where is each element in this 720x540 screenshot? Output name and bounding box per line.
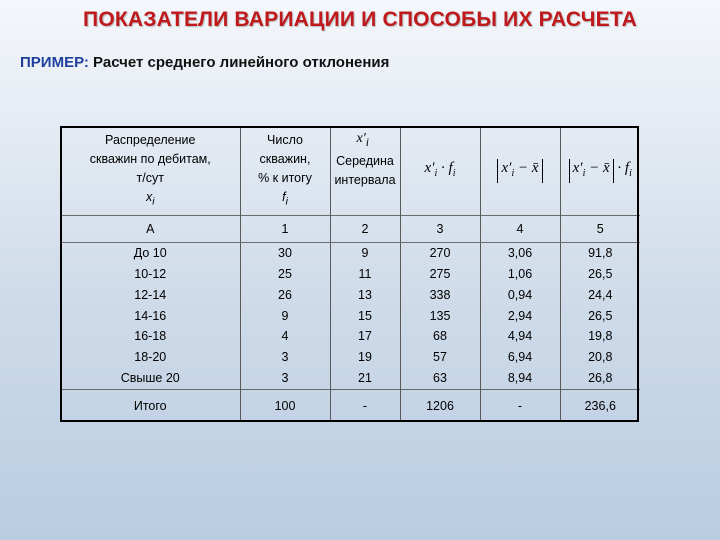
col-interval bbox=[61, 243, 240, 390]
total-value: 1206 bbox=[400, 390, 480, 423]
example-text: Расчет среднего линейного отклонения bbox=[88, 54, 390, 71]
table-cell: 10-12 bbox=[134, 267, 167, 281]
header-product bbox=[400, 127, 480, 216]
header-abs-deviation bbox=[480, 127, 560, 216]
header-count-symbol: $f_i$ bbox=[282, 189, 288, 208]
total-label: Итого bbox=[61, 390, 240, 423]
table-cell: 14-16 bbox=[134, 308, 167, 323]
table-cell: 26,5 bbox=[588, 267, 613, 281]
example-subtitle bbox=[20, 54, 389, 71]
header-distribution-symbol: $x_i$ bbox=[145, 189, 155, 208]
table-cell: 21 bbox=[358, 370, 372, 385]
header-midpoint-line2: интервала bbox=[334, 173, 396, 187]
total-value: - bbox=[330, 390, 400, 423]
table-cell: 16-18 bbox=[134, 329, 167, 344]
header-midpoint-line1: Середина bbox=[336, 154, 394, 168]
table-cell: 20,8 bbox=[588, 350, 613, 365]
formula-weighted-deviation: $x'_i$ − x̄ · $f_i$ bbox=[569, 160, 632, 176]
column-number: А bbox=[61, 216, 240, 243]
col-midpoint bbox=[330, 243, 400, 390]
total-row bbox=[61, 390, 640, 423]
header-count-line3: % к итогу bbox=[258, 170, 312, 185]
column-number: 5 bbox=[560, 216, 640, 243]
header-midpoint-symbol: $x'_i$ bbox=[356, 131, 370, 149]
table-cell: 13 bbox=[358, 287, 372, 302]
data-rows bbox=[61, 243, 640, 390]
header-count bbox=[240, 127, 330, 216]
table-cell: 17 bbox=[358, 329, 372, 344]
column-number: 3 bbox=[400, 216, 480, 243]
column-number: 4 bbox=[480, 216, 560, 243]
table-cell: 57 bbox=[433, 350, 447, 365]
header-distribution-line1: Распределение bbox=[105, 132, 196, 147]
table-cell: 2,94 bbox=[507, 308, 533, 323]
table-cell: 26 bbox=[278, 287, 292, 302]
variation-table bbox=[61, 127, 640, 422]
table-cell: 91,8 bbox=[588, 246, 613, 261]
table-cell: 270 bbox=[429, 246, 451, 261]
column-numbers-row bbox=[61, 216, 640, 243]
table-cell: До 10 bbox=[133, 246, 167, 261]
col-abs-deviation bbox=[480, 243, 560, 390]
table-cell: 18-20 bbox=[134, 350, 167, 365]
table-cell: 3,06 bbox=[507, 246, 533, 261]
table-cell: 3 bbox=[281, 350, 289, 365]
header-count-line1: Число bbox=[267, 132, 303, 147]
table-cell: 11 bbox=[358, 267, 372, 281]
col-count bbox=[240, 243, 330, 390]
total-value: 236,6 bbox=[560, 390, 640, 423]
table-cell: 338 bbox=[429, 287, 451, 302]
table-cell: 9 bbox=[281, 308, 289, 323]
table-cell: 68 bbox=[433, 329, 447, 344]
header-distribution bbox=[61, 127, 240, 216]
table-cell: 9 bbox=[361, 246, 369, 261]
table-cell: 24,4 bbox=[588, 287, 613, 302]
table-cell: 26,5 bbox=[588, 308, 613, 323]
header-midpoint bbox=[330, 127, 400, 216]
column-number: 2 bbox=[330, 216, 400, 243]
formula-product: $x'_i \cdot f_i$ bbox=[424, 160, 456, 179]
table-cell: 26,8 bbox=[588, 370, 613, 385]
table-cell: 8,94 bbox=[507, 370, 533, 385]
table-cell: 1,06 bbox=[507, 267, 533, 281]
table-cell: 4,94 bbox=[507, 329, 533, 344]
example-label: ПРИМЕР: bbox=[20, 54, 89, 71]
col-product bbox=[400, 243, 480, 390]
table-cell: 30 bbox=[278, 246, 292, 261]
col-weighted-deviation bbox=[560, 243, 640, 390]
table-cell: 4 bbox=[281, 329, 289, 344]
total-value: 100 bbox=[240, 390, 330, 423]
page-title: ПОКАЗАТЕЛИ ВАРИАЦИИ И СПОСОБЫ ИХ РАСЧЕТА bbox=[83, 8, 637, 31]
column-number: 1 bbox=[240, 216, 330, 243]
table-cell: Свыше 20 bbox=[120, 370, 180, 385]
header-distribution-line3: т/сут bbox=[136, 170, 164, 185]
table-cell: 3 bbox=[281, 370, 289, 385]
formula-abs-deviation: $x'_i$ − x̄ bbox=[497, 159, 542, 183]
table-cell: 275 bbox=[429, 267, 451, 281]
table-cell: 0,94 bbox=[507, 287, 533, 302]
total-value: - bbox=[480, 390, 560, 423]
header-weighted-deviation bbox=[560, 127, 640, 216]
table-cell: 15 bbox=[358, 308, 372, 323]
table-cell: 63 bbox=[433, 370, 447, 385]
table-cell: 19 bbox=[358, 350, 372, 365]
table-cell: 25 bbox=[278, 267, 292, 281]
table-cell: 12-14 bbox=[134, 287, 167, 302]
table-cell: 6,94 bbox=[507, 350, 533, 365]
header-count-line2: скважин, bbox=[259, 151, 311, 166]
header-distribution-line2: скважин по дебитам, bbox=[89, 151, 211, 166]
table-cell: 19,8 bbox=[588, 329, 613, 344]
table-cell: 135 bbox=[429, 308, 451, 323]
